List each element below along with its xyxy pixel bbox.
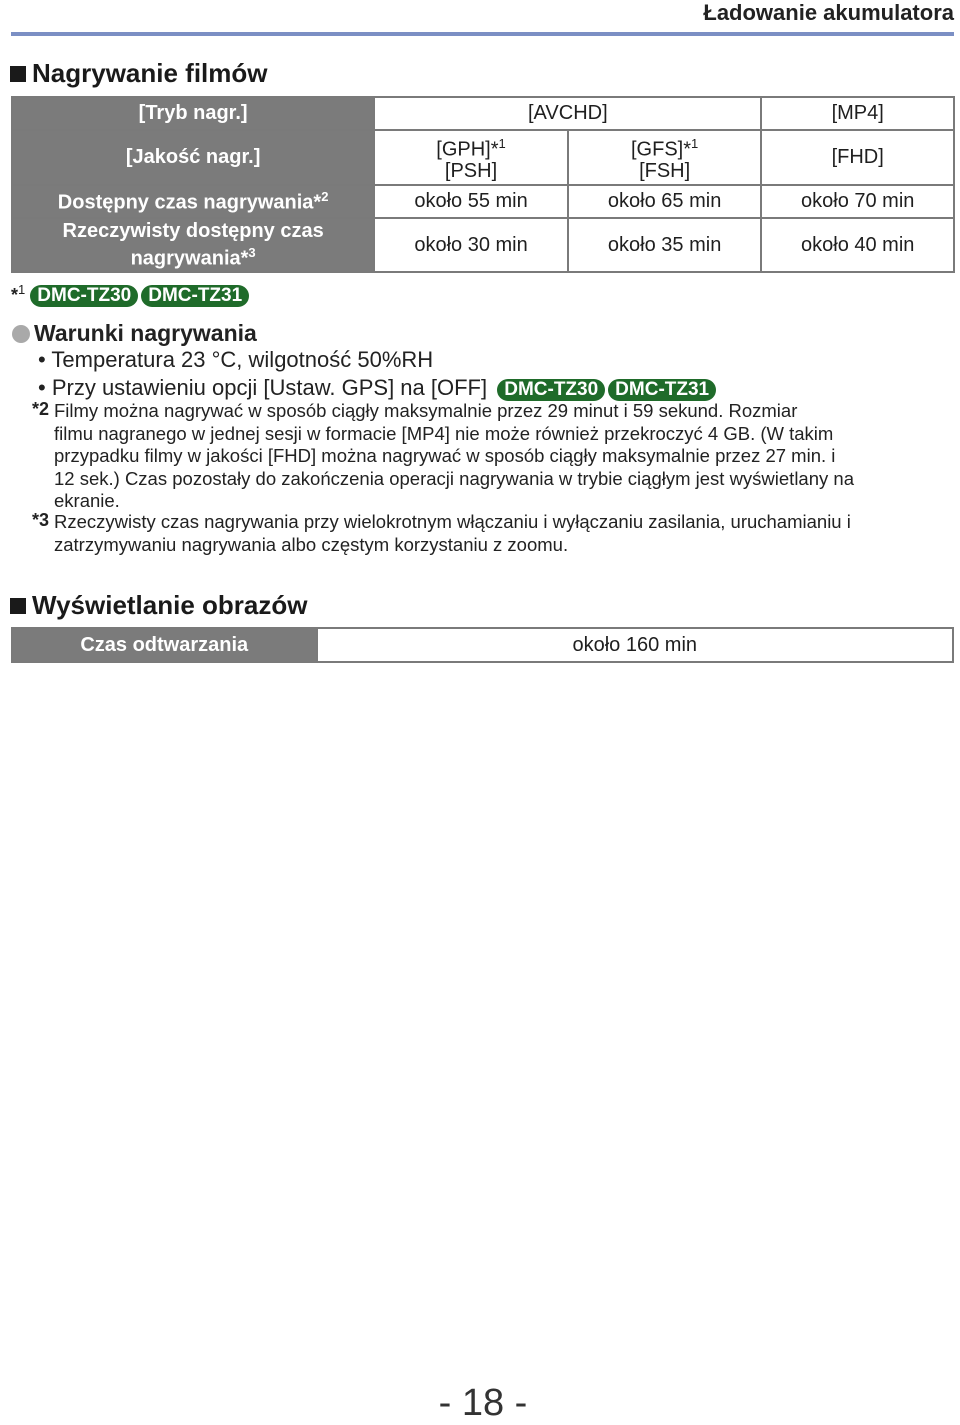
footnote-mark: * xyxy=(11,285,19,305)
square-bullet-icon xyxy=(10,66,26,82)
table-header-cell xyxy=(12,218,374,272)
footnote-mark: *2 xyxy=(32,399,50,419)
table-cell: około 40 min xyxy=(761,218,954,272)
cell-text: [GPH]* xyxy=(436,138,499,161)
conditions-title: Warunki nagrywania xyxy=(34,320,257,346)
table-cell: około 70 min xyxy=(761,185,954,218)
cell-text: [GFS]* xyxy=(631,138,692,161)
table-cell: [AVCHD] xyxy=(374,97,761,130)
table-header-cell: Czas odtwarzania xyxy=(12,628,317,662)
conditions-heading xyxy=(12,320,257,347)
table-cell xyxy=(374,130,568,185)
table-row xyxy=(12,130,954,185)
footnote-line: przypadku filmy w jakości [FHD] można nagrywać w sposób ciągły maksymalnie przez 27 min. i xyxy=(54,445,836,466)
table-cell xyxy=(568,130,762,185)
section-title: Nagrywanie filmów xyxy=(32,58,268,88)
bullet-icon: • xyxy=(38,347,52,372)
footnote-line: filmu nagranego w jednej sesji w formacie [MP4] nie może również przekroczyć 4 GB. (W takim xyxy=(54,422,834,444)
table-cell: około 35 min xyxy=(568,218,762,272)
footnote-line: zatrzymywaniu nagrywania albo częstym korzystaniu z zoomu. xyxy=(54,533,569,555)
footnote-2-text xyxy=(54,400,954,513)
footnote-line: Rzeczywisty czas nagrywania przy wielokrotnym włączaniu i wyłączaniu zasilania, uruchamianiu i xyxy=(54,511,851,532)
section-heading-playback xyxy=(10,590,307,621)
table-row xyxy=(12,97,954,130)
footnote-sup: 2 xyxy=(321,188,329,204)
section-title: Wyświetlanie obrazów xyxy=(32,590,308,620)
footnote-sup: 1 xyxy=(498,135,506,151)
playback-time-table xyxy=(11,627,954,663)
footnote-sup: 1 xyxy=(691,135,699,151)
cell-text: nagrywania* xyxy=(130,247,249,270)
square-bullet-icon xyxy=(10,598,26,614)
table-cell: około 55 min xyxy=(374,185,568,218)
footnote-line: Filmy można nagrywać w sposób ciągły maksymalnie przez 29 minut i 59 sekund. Rozmiar xyxy=(54,400,798,421)
page-header-title: Ładowanie akumulatora xyxy=(703,0,954,25)
header-rule xyxy=(11,32,954,36)
table-cell: [MP4] xyxy=(761,97,954,130)
table-row xyxy=(12,218,954,272)
footnote-mark: *3 xyxy=(32,510,50,530)
cell-text: Dostępny czas nagrywania* xyxy=(57,191,322,214)
cell-text: [FSH] xyxy=(639,160,691,183)
conditions-item xyxy=(38,375,719,401)
table-header-cell xyxy=(12,185,374,218)
model-badge: DMC-TZ31 xyxy=(141,285,249,307)
conditions-item xyxy=(38,347,433,373)
table-cell: około 65 min xyxy=(568,185,762,218)
recording-time-table xyxy=(11,96,955,273)
table-row xyxy=(12,628,953,662)
conditions-item-text: Temperatura 23 °C, wilgotność 50%RH xyxy=(51,347,434,372)
footnote-1 xyxy=(11,282,252,307)
section-heading-recording xyxy=(10,58,268,89)
footnote-sup: 3 xyxy=(248,245,256,261)
footnote-sup: 1 xyxy=(18,282,26,297)
footnote-line: 12 sek.) Czas pozostały do zakończenia operacji nagrywania w trybie ciągłym jest wyświetlany na xyxy=(54,467,854,489)
cell-text: Rzeczywisty dostępny czas xyxy=(62,220,324,243)
table-cell: [FHD] xyxy=(761,130,954,185)
table-header-cell: [Tryb nagr.] xyxy=(12,97,374,130)
model-badge: DMC-TZ31 xyxy=(608,379,716,401)
table-cell: około 30 min xyxy=(374,218,568,272)
bullet-icon: • xyxy=(38,375,52,400)
table-row xyxy=(12,185,954,218)
circle-bullet-icon xyxy=(12,325,30,343)
footnote-3-text xyxy=(54,511,954,556)
model-badge: DMC-TZ30 xyxy=(30,285,138,307)
page-number: - 18 - xyxy=(438,1382,528,1424)
conditions-item-text: Przy ustawieniu opcji [Ustaw. GPS] na [OFF] xyxy=(51,375,488,400)
model-badge: DMC-TZ30 xyxy=(497,379,605,401)
table-cell: około 160 min xyxy=(317,628,953,662)
table-header-cell: [Jakość nagr.] xyxy=(12,130,374,185)
footnote-line: ekranie. xyxy=(54,490,120,511)
cell-text: [PSH] xyxy=(444,160,498,183)
